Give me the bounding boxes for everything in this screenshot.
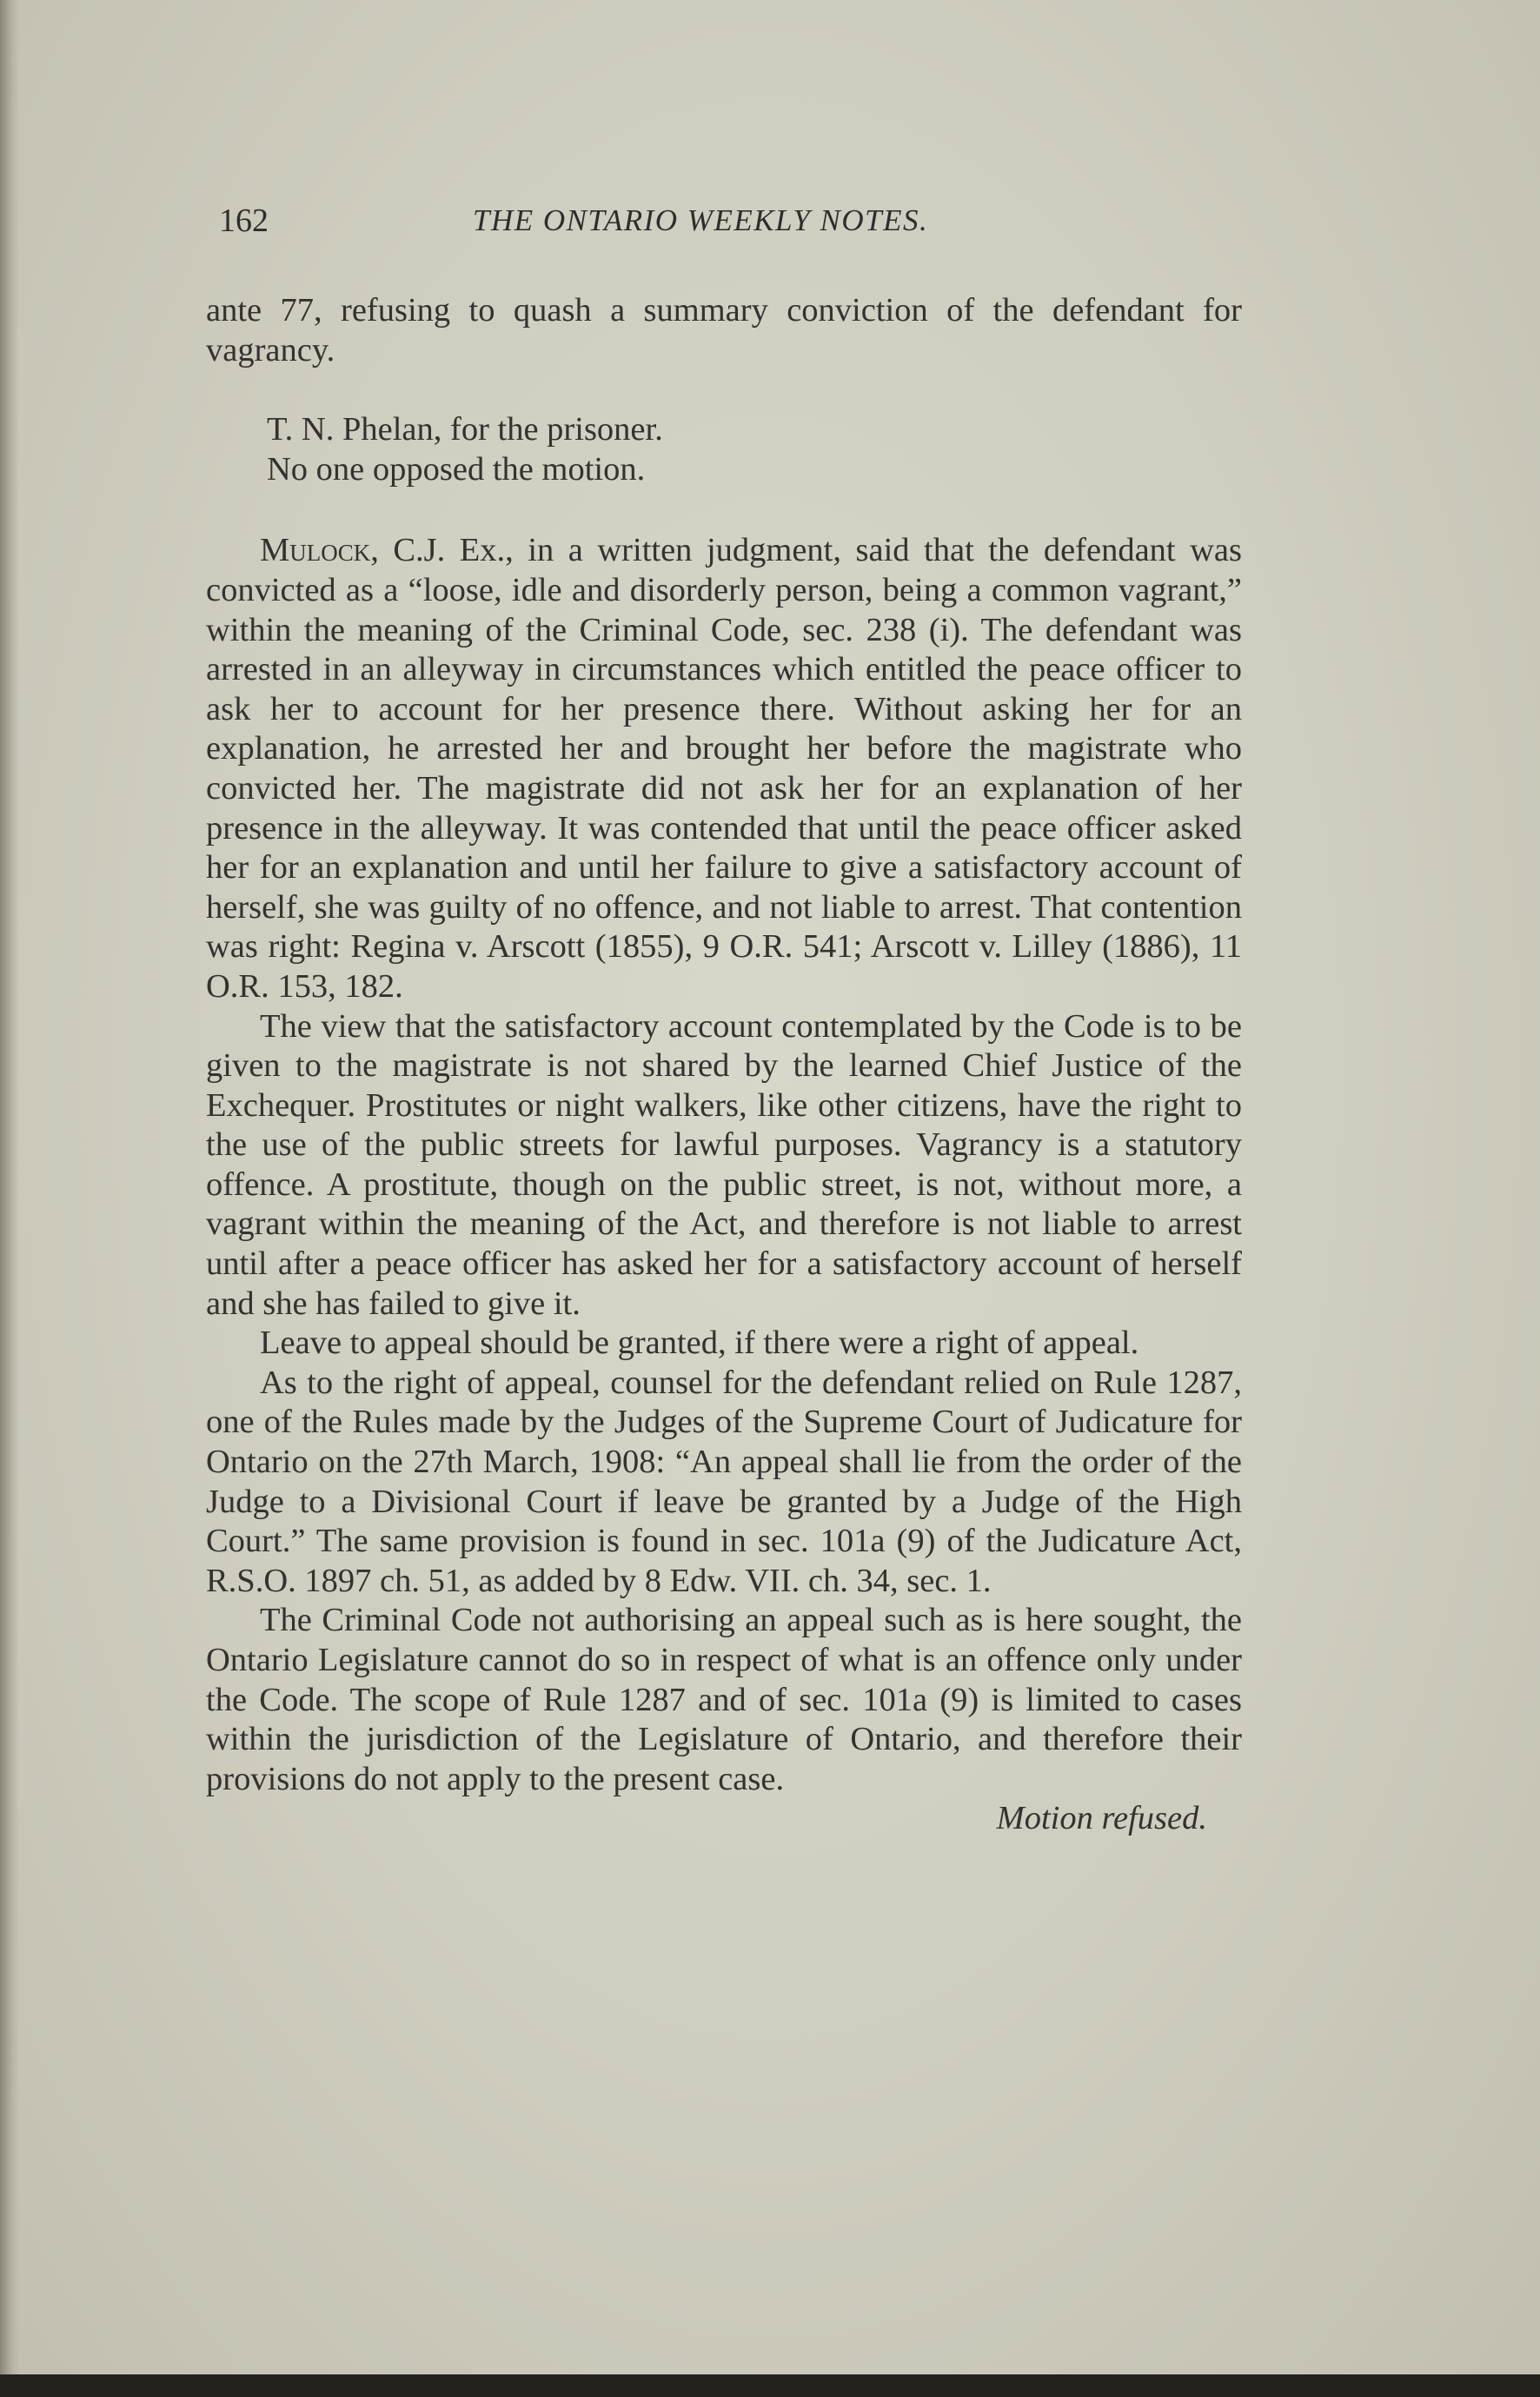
judgment-paragraph-5: The Criminal Code not authorising an appeal such as is here sought, the Ontario Legislature cannot do so in respect of what is an offence only under the Code. The scope of Rule 1287 and of sec. 101a (9) is limited to cases within the jurisdiction of the Legislature of Ontario, and therefore their provisions do not apply to the present case. <box>206 1602 1242 1797</box>
page-number: 162 <box>219 203 269 239</box>
body-text <box>206 291 1242 1839</box>
judgment-paragraph-3: Leave to appeal should be granted, if there were a right of appeal. <box>260 1325 1139 1362</box>
page-header <box>219 202 1262 254</box>
spacer <box>206 370 1242 410</box>
counsel-line-prisoner: T. N. Phelan, for the prisoner. <box>267 411 663 448</box>
judgment-paragraph-1 <box>206 531 1242 1006</box>
scan-bottom-border <box>0 2374 1540 2397</box>
spacer <box>206 489 1242 531</box>
page-binding-edge <box>0 0 19 2374</box>
judgment-paragraph-1-text: , C.J. Ex., in a written judgment, said that the defendant was convicted as a “loose, idle and disorderly person, being a common vagrant,” within the meaning of the Criminal Code, sec. 238 (i). The defendant was arrested in an alleyway in circumstances which entitled the peace officer to ask her to account for her presence there. Without asking her for an explanation, he arrested her and brought her before the magistrate who convicted her. The magistrate did not ask her for an explanation of her presence in the alleyway. It was contended that until the peace officer asked her for an explanation and until her failure to give a satisfactory account of herself, she was guilty of no offence, and not liable to arrest. That contention was right: Regina v. Arscott (1855), 9 O.R. 541; Arscott v. Lilley (1886), 11 O.R. 153, 182. <box>206 532 1242 1005</box>
intro-paragraph: ante 77, refusing to quash a summary conviction of the defendant for vagrancy. <box>206 292 1242 369</box>
judge-name: Mulock <box>260 532 371 569</box>
disposition: Motion refused. <box>996 1800 1207 1837</box>
judgment-paragraph-4: As to the right of appeal, counsel for the defendant relied on Rule 1287, one of the Rules made by the Judges of the Supreme Court of Judicature for Ontario on the 27th March, 1908: “An appeal shall lie from the order of the Judge to a Divisional Court if leave be granted by a Judge of the High Court.” The same provision is found in sec. 101a (9) of the Judicature Act, R.S.O. 1897 ch. 51, as added by 8 Edw. VII. ch. 34, sec. 1. <box>206 1364 1242 1599</box>
running-title: THE ONTARIO WEEKLY NOTES. <box>473 203 929 237</box>
counsel-line-opposition: No one opposed the motion. <box>267 450 646 488</box>
judgment-paragraph-2: The view that the satisfactory account contemplated by the Code is to be given to the magistrate is not shared by the learned Chief Justice of the Exchequer. Prostitutes or night walkers, like other citizens, have the right to the use of the public streets for lawful purposes. Vagrancy is a statutory offence. A prostitute, though on the public street, is not, without more, a vagrant within the meaning of the Act, and therefore is not liable to arrest until after a peace officer has asked her for a satisfactory account of herself and she has failed to give it. <box>206 1007 1242 1322</box>
